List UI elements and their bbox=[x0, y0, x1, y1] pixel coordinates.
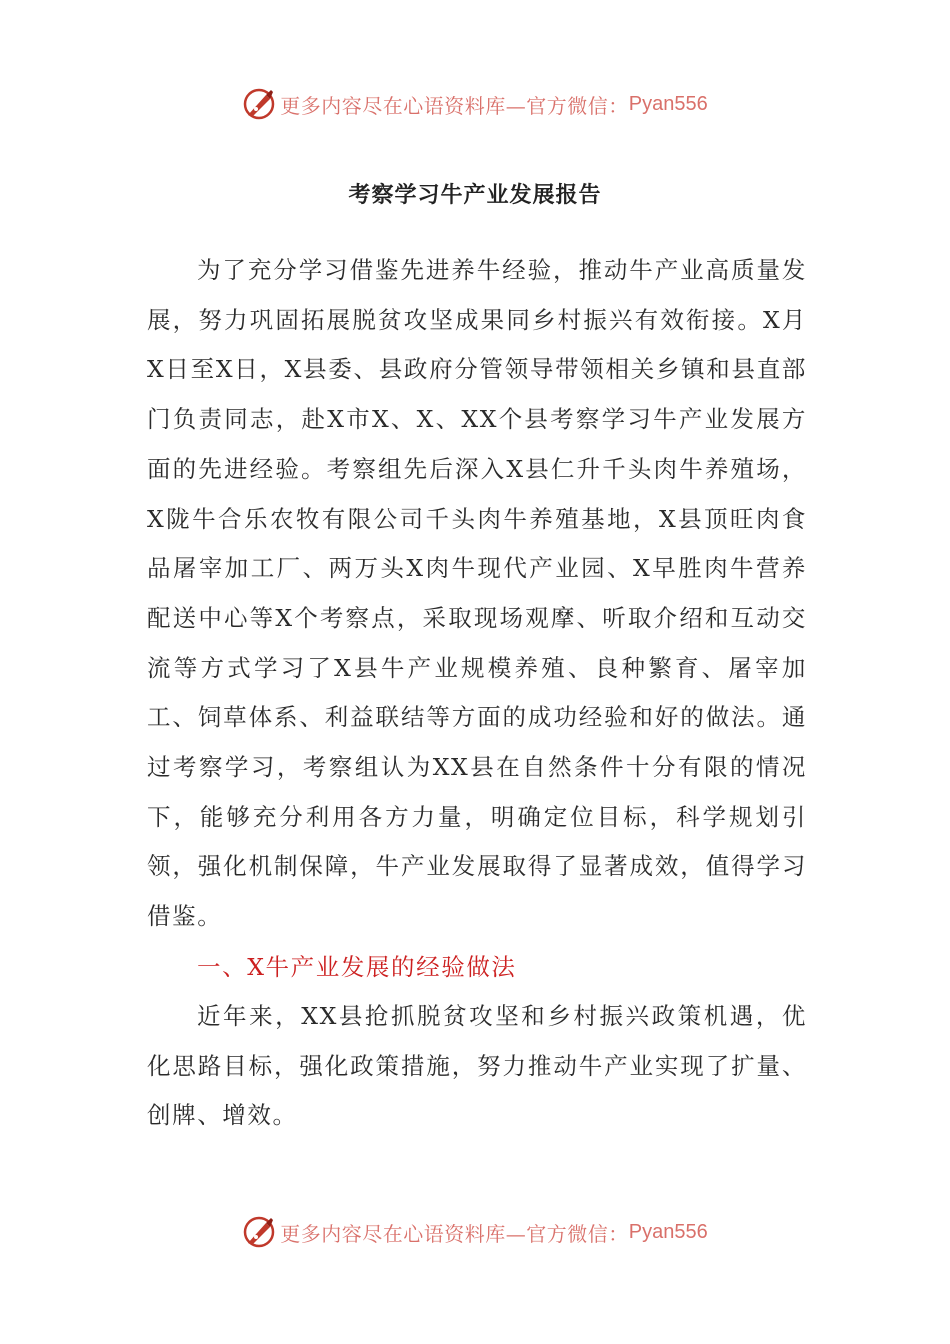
pen-nib-logo-icon bbox=[242, 87, 276, 121]
watermark-text: 更多内容尽在心语资料库—官方微信： bbox=[280, 93, 629, 118]
watermark-banner-bottom bbox=[0, 1212, 950, 1252]
pen-nib-logo-icon bbox=[242, 1215, 276, 1249]
document-title: 考察学习牛产业发展报告 bbox=[348, 182, 602, 208]
watermark-wechat-id: Pyan556 bbox=[628, 92, 708, 115]
watermark-banner-top bbox=[0, 84, 950, 124]
intro-paragraph: 为了充分学习借鉴先进养牛经验，推动牛产业高质量发展，努力巩固拓展脱贫攻坚成果同乡村振兴有效衔接。X月X日至X日，X县委、县政府分管领导带领相关乡镇和县直部门负责同志，赴X市X、X、XX个县考察学习牛产业发展方面的先进经验。考察组先后深入X县仁升千头肉牛养殖场，X陇牛合乐农牧有限公司千头肉牛养殖基地，X县顶旺肉食品屠宰加工厂、两万头X肉牛现代产业园、X早胜肉牛营养配送中心等X个考察点，采取现场观摩、听取介绍和互动交流等方式学习了X县牛产业规模养殖、良种繁育、屠宰加工、饲草体系、利益联结等方面的成功经验和好的做法。通过考察学习，考察组认为XX县在自然条件十分有限的情况下，能够充分利用各方力量，明确定位目标，科学规划引领，强化机制保障，牛产业发展取得了显著成效，值得学习借鉴。 bbox=[147, 256, 807, 931]
section-paragraph: 近年来，XX县抢抓脱贫攻坚和乡村振兴政策机遇，优化思路目标，强化政策措施，努力推动牛产业实现了扩量、创牌、增效。 bbox=[147, 1002, 807, 1130]
section-heading: 一、X牛产业发展的经验做法 bbox=[197, 953, 517, 981]
watermark-wechat-id: Pyan556 bbox=[628, 1220, 708, 1243]
watermark-text: 更多内容尽在心语资料库—官方微信： bbox=[280, 1221, 629, 1246]
